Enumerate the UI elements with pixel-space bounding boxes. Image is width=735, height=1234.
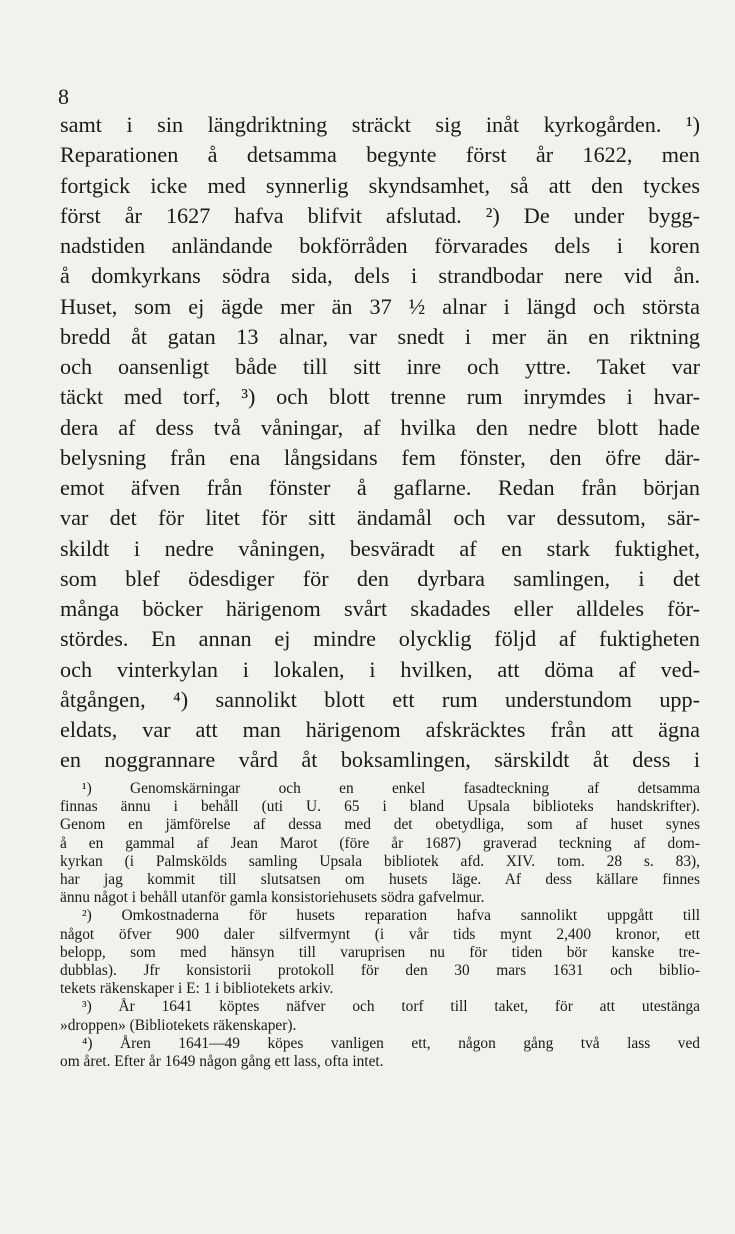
body-line: åtgången, ⁴) sannolikt blott ett rum understundom upp- <box>60 686 700 712</box>
body-line: dera af dess två våningar, af hvilka den nedre blott hade <box>60 414 700 440</box>
footnote-line: om året. Efter år 1649 någon gång ett lass, ofta intet. <box>60 1053 384 1071</box>
body-line: bredd åt gatan 13 alnar, var snedt i mer än en riktning <box>60 323 700 349</box>
body-line: och vinterkylan i lokalen, i hvilken, att döma af ved- <box>60 656 700 682</box>
footnote-line: något öfver 900 daler silfvermynt (i vår tids mynt 2,400 kronor, ett <box>60 925 700 943</box>
footnote-line: »droppen» (Bibliotekets räkenskaper). <box>60 1016 297 1034</box>
body-line: nadstiden anländande bokförråden förvarades dels i koren <box>60 233 700 258</box>
footnote-line: ⁴) Åren 1641—49 köpes vanligen ett, någon gång två lass ved <box>82 1034 700 1052</box>
body-text <box>60 110 700 776</box>
body-line: var det för litet för sitt ändamål och var dessutom, sär- <box>60 505 700 531</box>
body-line: täckt med torf, ³) och blott trenne rum inrymdes i hvar- <box>60 384 700 410</box>
body-line: eldats, var att man härigenom afskräcktes från att ägna <box>60 717 700 742</box>
body-line: Huset, som ej ägde mer än 37 ½ alnar i längd och största <box>60 293 700 319</box>
body-line: först år 1627 hafva blifvit afslutad. ²) De under bygg- <box>60 202 700 228</box>
body-line: samt i sin längdriktning sträckt sig inåt kyrkogården. ¹) <box>60 112 700 137</box>
footnote-line: belopp, som med hänsyn till varuprisen nu för tiden bör kanske tre- <box>60 943 700 961</box>
footnotes <box>60 780 700 1071</box>
footnote-line: ¹) Genomskärningar och en enkel fasadteckning af detsamma <box>82 780 700 797</box>
footnote-line: ³) År 1641 köptes näfver och torf till taket, för att utestänga <box>82 998 700 1016</box>
body-line: skildt i nedre våningen, besväradt af en stark fuktighet, <box>60 535 700 561</box>
footnote-line: ännu något i behåll utanför gamla konsistoriehusets södra gafvelmur. <box>60 889 485 907</box>
footnote-line: har jag kommit till slutsatsen om husets läge. Af dess källare finnes <box>60 871 700 889</box>
body-line: som blef ödesdiger för den dyrbara samlingen, i det <box>60 565 700 591</box>
body-line: många böcker härigenom svårt skadades eller alldeles för- <box>60 596 700 621</box>
body-line: belysning från ena långsidans fem fönster, den öfre där- <box>60 444 700 470</box>
footnote-line: dubblas). Jfr konsistorii protokoll för den 30 mars 1631 och biblio- <box>60 962 700 980</box>
body-line: å domkyrkans södra sida, dels i strandbodar nere vid ån. <box>60 263 700 289</box>
footnote-line: Genom en jämförelse af dessa med det obetydliga, som af huset synes <box>60 816 700 834</box>
footnote-line: kyrkan (i Palmskölds samling Upsala bibliotek afd. XIV. tom. 28 s. 83), <box>60 852 700 870</box>
footnote-line: tekets räkenskaper i E: 1 i bibliotekets arkiv. <box>60 980 334 998</box>
body-line: Reparationen å detsamma begynte först år 1622, men <box>60 142 700 168</box>
footnote-line: å en gammal af Jean Marot (före år 1687) graverad teckning af dom- <box>60 834 700 852</box>
body-line: emot äfven från fönster å gaflarne. Redan från början <box>60 475 700 500</box>
body-line: stördes. En annan ej mindre olycklig följd af fuktigheten <box>60 626 700 652</box>
body-line: en noggrannare vård åt boksamlingen, särskildt åt dess i <box>60 747 700 773</box>
page-number: 8 <box>58 84 69 109</box>
body-line: och oansenligt både till sitt inre och yttre. Taket var <box>60 354 700 379</box>
body-line: fortgick icke med synnerlig skyndsamhet, så att den tyckes <box>60 172 700 198</box>
footnote-line: finnas ännu i behåll (uti U. 65 i bland Upsala biblioteks handskrifter). <box>60 798 700 816</box>
footnote-line: ²) Omkostnaderna för husets reparation hafva sannolikt uppgått till <box>82 907 700 925</box>
